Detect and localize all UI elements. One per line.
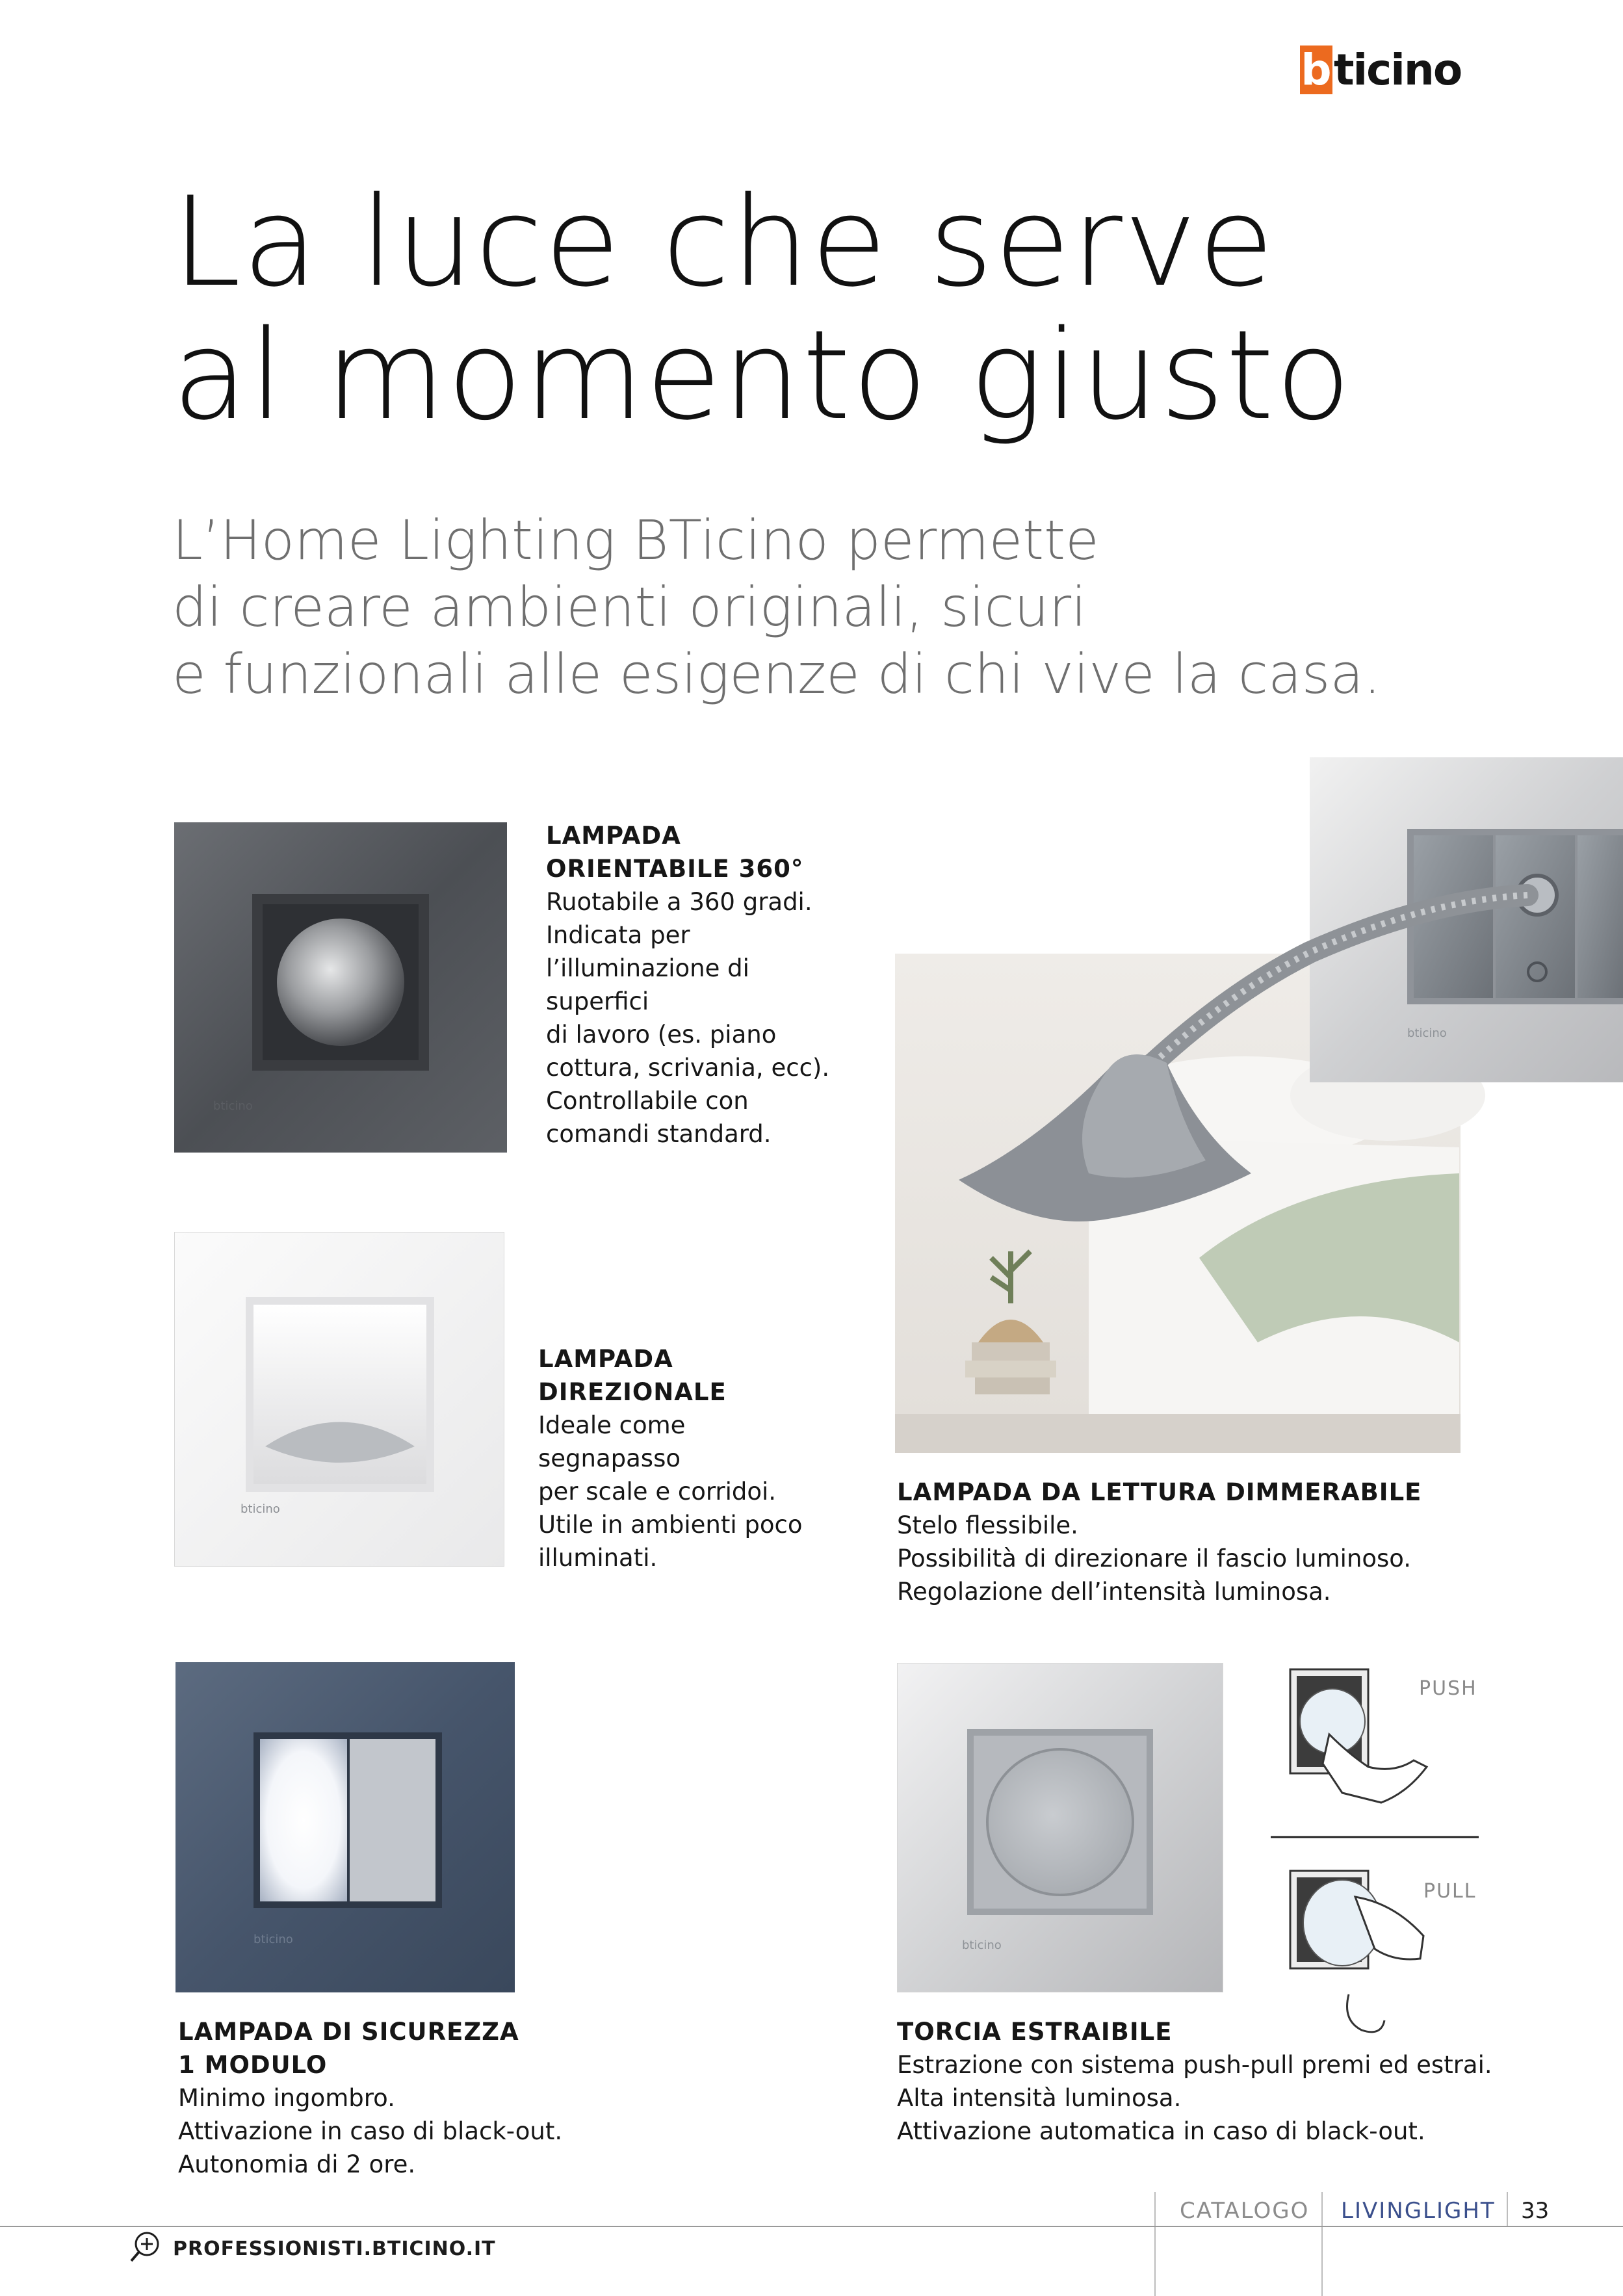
product-desc: superfici: [546, 987, 649, 1015]
extractable-torch-photo: [897, 1663, 1223, 1992]
plate-brand-mark: bticino: [962, 1938, 1002, 1952]
footer-divider: [0, 2226, 1623, 2227]
reading-lamp-photo: [894, 757, 1623, 1453]
product-desc: illuminati.: [538, 1544, 658, 1572]
plate-brand-mark: bticino: [1407, 1026, 1447, 1040]
product-title: TORCIA ESTRAIBILE: [897, 2018, 1173, 2046]
product-desc: Ideale come: [538, 1411, 686, 1439]
product-title: ORIENTABILE 360°: [546, 855, 804, 883]
product-desc: segnapasso: [538, 1444, 681, 1472]
product-title: 1 MODULO: [178, 2051, 328, 2079]
footer-catalog-label: CATALOGO: [1180, 2198, 1310, 2224]
zoom-in-icon: [127, 2228, 166, 2267]
orientable-lamp-text: [546, 819, 829, 1151]
product-title: LAMPADA: [538, 1345, 673, 1373]
footer-separator: [1321, 2192, 1323, 2296]
plate-brand-mark: bticino: [253, 1933, 293, 1946]
directional-lamp-text: [538, 1342, 803, 1574]
product-desc: cottura, scrivania, ecc).: [546, 1054, 830, 1082]
product-desc: Regolazione dell’intensità luminosa.: [897, 1578, 1331, 1606]
title-line-2: al momento giusto: [172, 304, 1353, 447]
product-title: DIREZIONALE: [538, 1378, 727, 1406]
product-desc: comandi standard.: [546, 1120, 772, 1148]
page-title: [172, 170, 1537, 447]
product-desc: Possibilità di direzionare il fascio luminoso.: [897, 1545, 1412, 1572]
push-pull-diagram: [1271, 1656, 1485, 2040]
product-desc: di lavoro (es. piano: [546, 1021, 777, 1049]
product-desc: Autonomia di 2 ore.: [178, 2150, 416, 2178]
product-desc: Utile in ambienti poco: [538, 1511, 803, 1539]
footer-collection-label: LIVINGLIGHT: [1341, 2198, 1496, 2224]
plate-brand-mark: bticino: [240, 1502, 280, 1516]
pull-label: PULL: [1423, 1880, 1477, 1903]
safety-lamp-photo: [175, 1662, 515, 1992]
plate-brand-mark: bticino: [213, 1099, 253, 1113]
product-desc: Minimo ingombro.: [178, 2084, 395, 2112]
product-desc: Controllabile con: [546, 1087, 749, 1115]
product-desc: Indicata per: [546, 921, 690, 949]
product-title: LAMPADA DI SICUREZZA: [178, 2018, 519, 2046]
product-desc: Stelo flessibile.: [897, 1511, 1078, 1539]
website-url[interactable]: PROFESSIONISTI.BTICINO.IT: [173, 2237, 496, 2260]
product-desc: Estrazione con sistema push-pull premi ed estrai.: [897, 2051, 1492, 2079]
subtitle-line-3: e funzionali alle esigenze di chi vive la casa.: [172, 642, 1381, 706]
logo-text: ticino: [1334, 45, 1462, 95]
subtitle-line-2: di creare ambienti originali, sicuri: [172, 575, 1087, 639]
product-desc: per scale e corridoi.: [538, 1478, 777, 1506]
footer-separator: [1154, 2192, 1156, 2296]
page-number: 33: [1521, 2198, 1550, 2224]
product-title: LAMPADA DA LETTURA DIMMERABILE: [897, 1478, 1422, 1506]
product-desc: Alta intensità luminosa.: [897, 2084, 1182, 2112]
extractable-torch-text: [897, 2015, 1492, 2148]
product-desc: l’illuminazione di: [546, 954, 749, 982]
title-line-1: La luce che serve: [172, 170, 1276, 314]
safety-lamp-text: [178, 2015, 562, 2181]
reading-lamp-text: [897, 1476, 1422, 1608]
product-title: LAMPADA: [546, 822, 681, 850]
product-desc: Attivazione in caso di black-out.: [178, 2117, 563, 2145]
product-desc: Ruotabile a 360 gradi.: [546, 888, 812, 916]
product-desc: Attivazione automatica in caso di black-out.: [897, 2117, 1425, 2145]
orientable-lamp-photo: [174, 822, 507, 1153]
directional-lamp-photo: [174, 1232, 504, 1567]
subtitle-line-1: L’Home Lighting BTicino permette: [172, 508, 1099, 572]
page-subtitle: [172, 507, 1570, 708]
push-label: PUSH: [1419, 1677, 1477, 1700]
bticino-logo: [1300, 46, 1511, 94]
logo-initial: b: [1301, 45, 1332, 95]
footer-separator: [1507, 2192, 1508, 2227]
